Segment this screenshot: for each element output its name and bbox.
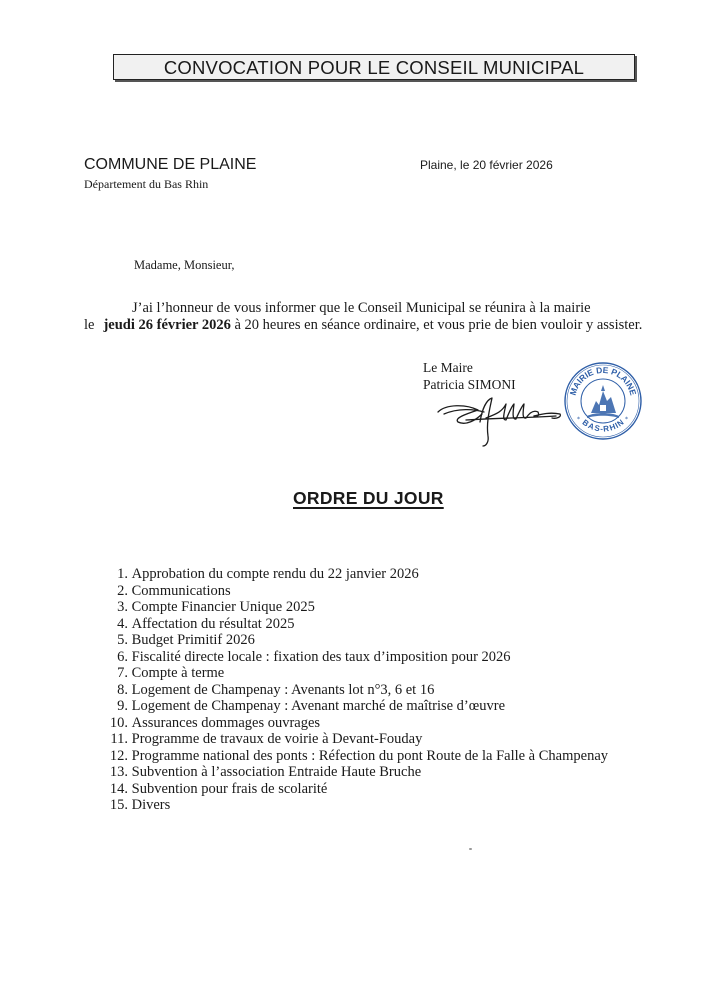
agenda-item-text: Programme de travaux de voirie à Devant-Fouday — [131, 731, 423, 747]
salutation: Madame, Monsieur, — [134, 258, 235, 272]
agenda-item — [98, 764, 608, 781]
svg-text:BAS-RHIN — [581, 418, 626, 434]
agenda-item-text: Approbation du compte rendu du 22 janvier 2026 — [131, 566, 419, 582]
commune-name: COMMUNE DE PLAINE — [84, 156, 257, 173]
agenda-item — [98, 583, 608, 600]
agenda-item-number: 11. — [110, 731, 128, 747]
agenda-item-number: 10. — [109, 714, 128, 731]
agenda-item-number: 12. — [109, 747, 128, 764]
agenda-item-text: Assurances dommages ouvrages — [131, 714, 321, 731]
agenda-item — [98, 715, 608, 732]
agenda-item-text: Divers — [131, 797, 171, 813]
agenda-item — [98, 682, 608, 699]
agenda-item-number: 4. — [117, 615, 128, 632]
coat-of-arms-icon — [587, 385, 619, 418]
agenda-item-number: 13. — [109, 764, 128, 780]
departement-name: Département du Bas Rhin — [84, 177, 209, 191]
agenda-list — [98, 566, 608, 814]
agenda-item-text: Programme national des ponts : Réfection du pont Route de la Falle à Champenay — [131, 747, 609, 764]
line2-prefix: le — [84, 317, 95, 333]
agenda-heading: ORDRE DU JOUR — [293, 488, 444, 508]
agenda-item-text: Subvention pour frais de scolarité — [131, 780, 328, 797]
agenda-item-number: 14. — [109, 780, 128, 797]
mairie-stamp — [563, 361, 643, 441]
agenda-item — [98, 698, 608, 715]
agenda-item-number: 2. — [117, 582, 128, 599]
document-title: CONVOCATION POUR LE CONSEIL MUNICIPAL — [113, 54, 635, 80]
line2-suffix: à 20 heures en séance ordinaire, et vous prie de bien vouloir y assister. — [234, 317, 643, 333]
meeting-date: jeudi 26 février 2026 — [103, 317, 231, 333]
svg-text:*: * — [577, 416, 580, 423]
agenda-item — [98, 649, 608, 666]
agenda-item — [98, 616, 608, 633]
agenda-item-number: 9. — [117, 698, 128, 714]
agenda-item — [98, 748, 608, 765]
agenda-item — [98, 599, 608, 616]
agenda-item-text: Logement de Champenay : Avenant marché de maîtrise d’œuvre — [131, 698, 505, 714]
agenda-item-text: Affectation du résultat 2025 — [131, 615, 295, 632]
signatory-title: Le Maire — [423, 360, 473, 375]
agenda-item-number: 1. — [117, 566, 128, 582]
agenda-item-text: Compte à terme — [131, 665, 225, 681]
svg-text:*: * — [625, 416, 628, 423]
letter-body-line-1: J’ai l’honneur de vous informer que le Conseil Municipal se réunira à la mairie — [132, 300, 591, 316]
agenda-item — [98, 665, 608, 682]
letter-body-line-2 — [84, 317, 642, 334]
date-line: Plaine, le 20 février 2026 — [420, 158, 553, 172]
stamp-bottom-text: BAS-RHIN — [580, 417, 626, 434]
agenda-item-number: 3. — [117, 599, 128, 615]
agenda-item-number: 5. — [117, 632, 128, 648]
agenda-item-text: Communications — [131, 582, 231, 599]
agenda-item-text: Budget Primitif 2026 — [131, 632, 255, 648]
agenda-item-number: 8. — [117, 681, 128, 698]
agenda-item-number: 15. — [109, 797, 128, 813]
agenda-item — [98, 731, 608, 748]
signatory-name: Patricia SIMONI — [423, 377, 516, 392]
agenda-item-number: 6. — [117, 648, 128, 665]
agenda-item-text: Logement de Champenay : Avenants lot n°3, 6 et 16 — [131, 681, 435, 698]
agenda-item-number: 7. — [117, 665, 128, 681]
stamp-top-text: MAIRIE DE PLAINE — [567, 364, 639, 397]
scan-speck — [469, 848, 472, 850]
agenda-item — [98, 781, 608, 798]
agenda-item — [98, 632, 608, 649]
agenda-item — [98, 566, 608, 583]
agenda-item-text: Fiscalité directe locale : fixation des taux d’imposition pour 2026 — [131, 648, 511, 665]
agenda-item — [98, 797, 608, 814]
agenda-item-text: Subvention à l’association Entraide Haute Bruche — [131, 764, 422, 780]
agenda-item-text: Compte Financier Unique 2025 — [131, 599, 315, 615]
handwritten-signature — [436, 392, 566, 450]
